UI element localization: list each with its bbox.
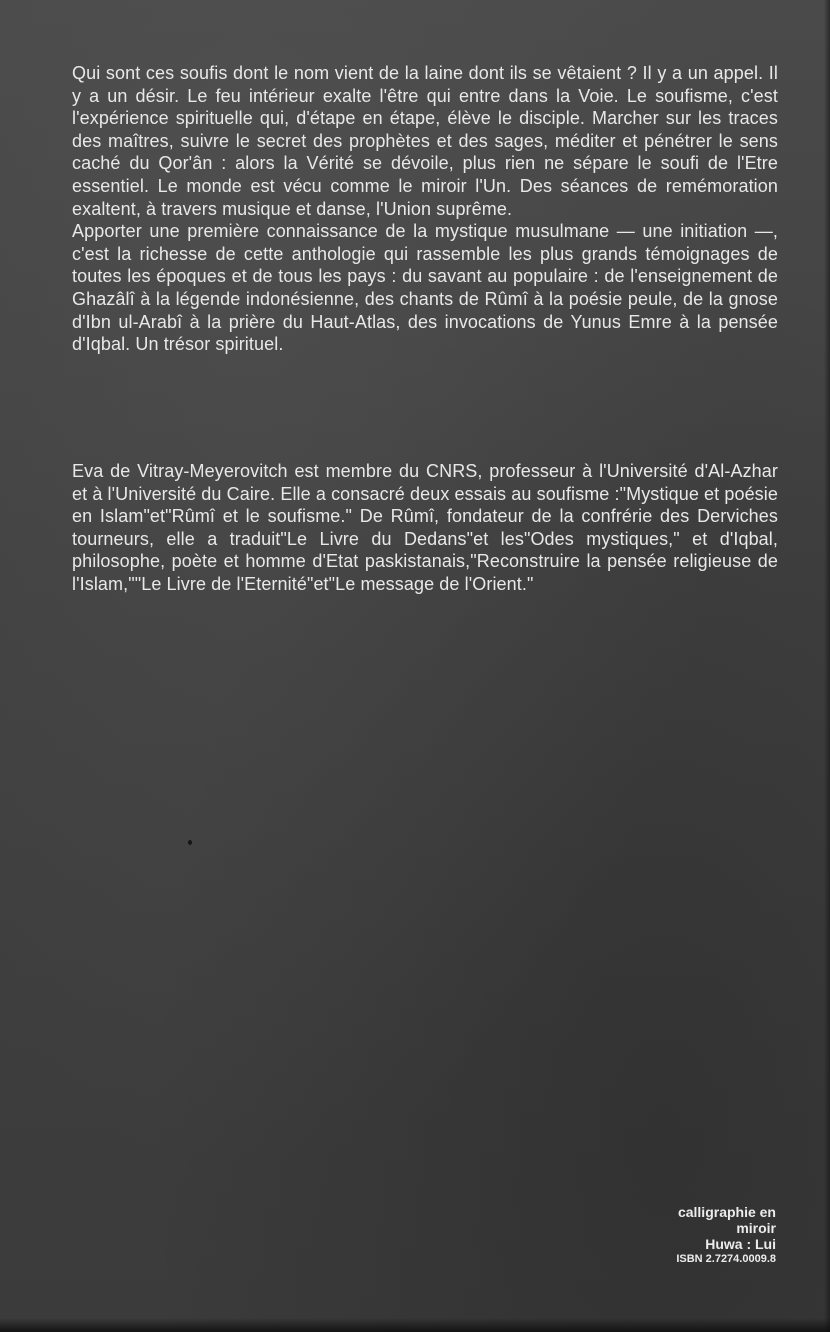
colophon [616, 1204, 776, 1266]
print-speck [188, 840, 192, 845]
blurb-paragraph-1: Qui sont ces soufis dont le nom vient de la laine dont ils se vêtaient ? Il y a un appel. Il y a un désir. Le feu intérieur exalte l'être qui entre dans la Voie. Le soufisme, c'est l'expérience spirituelle qui, d'étape en étape, élève le disciple. Marcher sur les traces des maîtres, suivre le secret des prophètes et des sages, méditer et pénétrer le sens caché du Qor'ân : alors la Vérité se dévoile, plus rien ne sépare le soufi de l'Etre essentiel. Le monde est vécu comme le miroir l'Un. Des séances de remémoration exaltent, à travers musique et danse, l'Union suprême. [72, 63, 778, 219]
blurb-text [72, 62, 778, 356]
calligraphy-credit-line-3: Huwa : Lui [705, 1236, 776, 1252]
cover-bottom-shadow [0, 1318, 830, 1332]
author-paragraph: Eva de Vitray-Meyerovitch est membre du CNRS, professeur à l'Université d'Al-Azhar et à l'Université du Caire. Elle a consacré deux essais au soufisme :"Mystique et poésie en Islam"et"Rûmî et le soufisme." De Rûmî, fondateur de la confrérie des Derviches tourneurs, elle a traduit"Le Livre du Dedans"et les"Odes mystiques," et d'Iqbal, philosophe, poète et homme d'Etat paskistanais,"Reconstruire la pensée religieuse de l'Islam,""Le Livre de l'Eternité"et"Le message de l'Orient." [72, 461, 778, 594]
isbn: ISBN 2.7274.0009.8 [676, 1253, 776, 1265]
cover-edge-shadow [824, 0, 830, 1332]
calligraphy-credit-line-1: calligraphie en [677, 1204, 776, 1220]
calligraphy-credit-line-2: miroir [736, 1220, 776, 1236]
blurb-paragraph-2: Apporter une première connaissance de la mystique musulmane — une initiation —, c'est la richesse de cette anthologie qui rassemble les plus grands témoignages de toutes les époques et de tous les pays : du savant au populaire : de l'enseignement de Ghazâlî à la légende indonésienne, des chants de Rûmî à la poésie peule, de la gnose d'Ibn ul-Arabî à la prière du Haut-Atlas, des invocations de Yunus Emre à la pensée d'Iqbal. Un trésor spirituel. [72, 221, 778, 355]
author-bio [72, 460, 778, 596]
